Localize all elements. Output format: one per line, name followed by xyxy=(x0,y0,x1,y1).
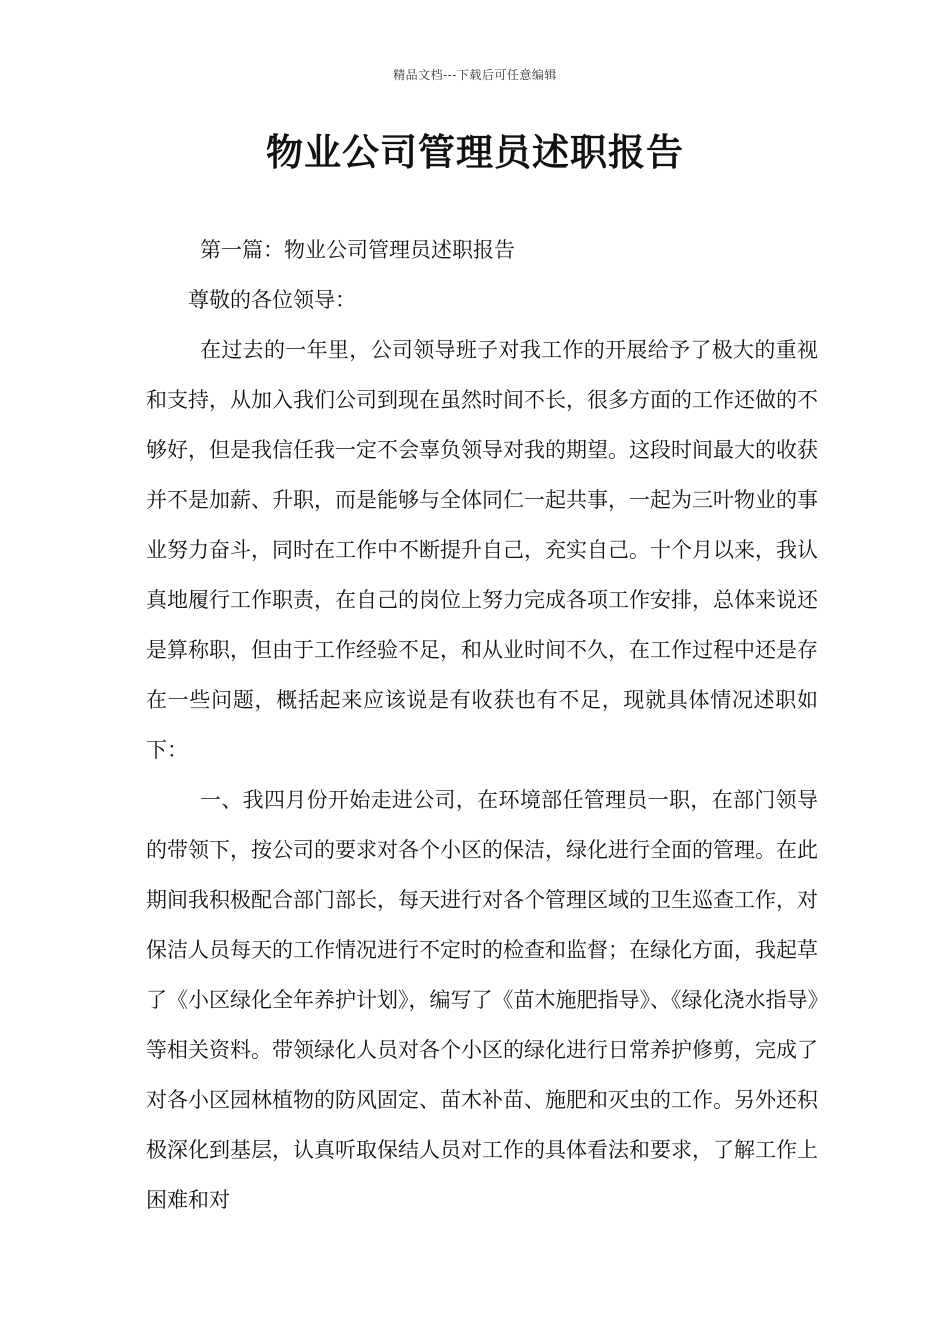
document-title: 物业公司管理员述职报告 xyxy=(266,131,684,174)
document-body xyxy=(146,225,818,1225)
salutation: 尊敬的各位领导： xyxy=(188,288,356,312)
body-paragraph: 一、我四月份开始走进公司，在环境部任管理员一职，在部门领导的带领下，按公司的要求对各个小区的保洁，绿化进行全面的管理。在此期间我积极配合部门部长，每天进行对各个管理区域的卫生巡查工作，对保洁人员每天的工作情况进行不定时的检查和监督；在绿化方面，我起草了《小区绿化全年养护计划》，编写了《苗木施肥指导》、《绿化浇水指导》等相关资料。带领绿化人员对各个小区的绿化进行日常养护修剪，完成了对各小区园林植物的防风固定、苗木补苗、施肥和灭虫的工作。另外还积极深化到基层，认真听取保结人员对工作的具体看法和要求，了解工作上困难和对 xyxy=(146,788,818,1212)
subheading: 第一篇：物业公司管理员述职报告 xyxy=(200,238,515,262)
body-paragraph: 在过去的一年里，公司领导班子对我工作的开展给予了极大的重视和支持，从加入我们公司到现在虽然时间不长，很多方面的工作还做的不够好，但是我信任我一定不会辜负领导对我的期望。这段时间最大的收获并不是加薪、升职，而是能够与全体同仁一起共事，一起为三叶物业的事业努力奋斗，同时在工作中不断提升自己，充实自己。十个月以来，我认真地履行工作职责，在自己的岗位上努力完成各项工作安排，总体来说还是算称职，但由于工作经验不足，和从业时间不久，在工作过程中还是存在一些问题，概括起来应该说是有收获也有不足，现就具体情况述职如下： xyxy=(146,338,818,762)
header-note: 精品文档---下载后可任意编辑 xyxy=(393,68,557,82)
